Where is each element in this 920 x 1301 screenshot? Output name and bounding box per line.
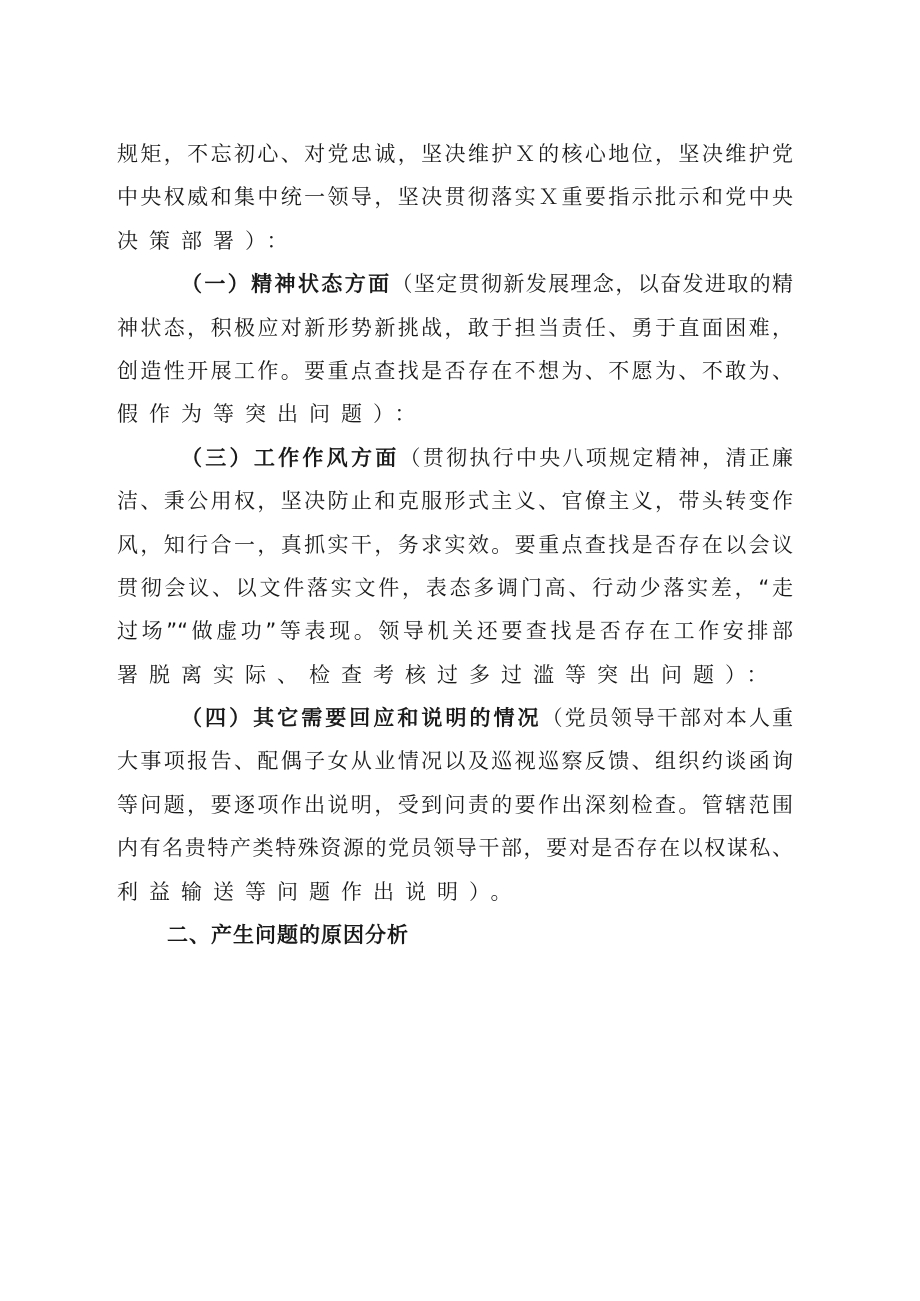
paragraph-line: 创造性开展工作。要重点查找是否存在不想为、不愿为、不敢为、	[117, 358, 793, 383]
document-body	[117, 133, 793, 957]
paragraph-line: 中央权威和集中统一领导，坚决贯彻落实Ｘ重要指示批示和党中央	[117, 185, 793, 210]
item-heading-other-matters: （四）其它需要回应和说明的情况	[181, 706, 542, 731]
paragraph-line: 利益输送等问题作出说明）。	[117, 879, 523, 904]
paragraph-line: 过场”“做虚功”等表现。领导机关还要查找是否存在工作安排部	[117, 619, 793, 644]
item-other-matters-first-line	[117, 697, 793, 740]
paragraph-line: 洁、秉公用权，坚决防止和克服形式主义、官僚主义，带头转变作	[117, 489, 793, 514]
paragraph-line: 贯彻会议、以文件落实文件，表态多调门高、行动少落实差，“走	[117, 575, 793, 600]
item-heading-spirit: （一）精神状态方面	[181, 272, 392, 297]
item-spirit-first-line	[117, 263, 793, 306]
item-heading-work-style: （三）工作作风方面	[181, 445, 400, 470]
paragraph-line: 规矩，不忘初心、对党忠诚，坚决维护Ｘ的核心地位，坚决维护党	[117, 142, 793, 166]
paragraph-line: 署脱离实际、检查考核过多过滥等突出问题）：	[117, 662, 779, 687]
item-text: （坚定贯彻新发展理念，以奋发进取的精	[391, 272, 794, 297]
paragraph-line: 神状态，积极应对新形势新挑战，敢于担当责任、勇于直面困难，	[117, 315, 793, 340]
paragraph-line: 风，知行合一，真抓实干，务求实效。要重点查找是否存在以会议	[117, 532, 793, 557]
paragraph-line: 大事项报告、配偶子女从业情况以及巡视巡察反馈、组织约谈函询	[117, 749, 793, 774]
paragraph-line: 假作为等突出问题）：	[117, 402, 427, 427]
paragraph-line: 内有名贵特产类特殊资源的党员领导干部，要对是否存在以权谋私、	[117, 836, 793, 861]
section-heading-cause-analysis: 二、产生问题的原因分析	[167, 923, 409, 948]
item-text: （贯彻执行中央八项规定精神，清正廉	[399, 445, 794, 470]
item-text: （党员领导干部对本人重	[541, 706, 794, 731]
paragraph-line: 等问题，要逐项作出说明，受到问责的要作出深刻检查。管辖范围	[117, 792, 793, 817]
paragraph-line: 决策部署）：	[117, 228, 299, 253]
item-work-style-first-line	[117, 437, 793, 480]
